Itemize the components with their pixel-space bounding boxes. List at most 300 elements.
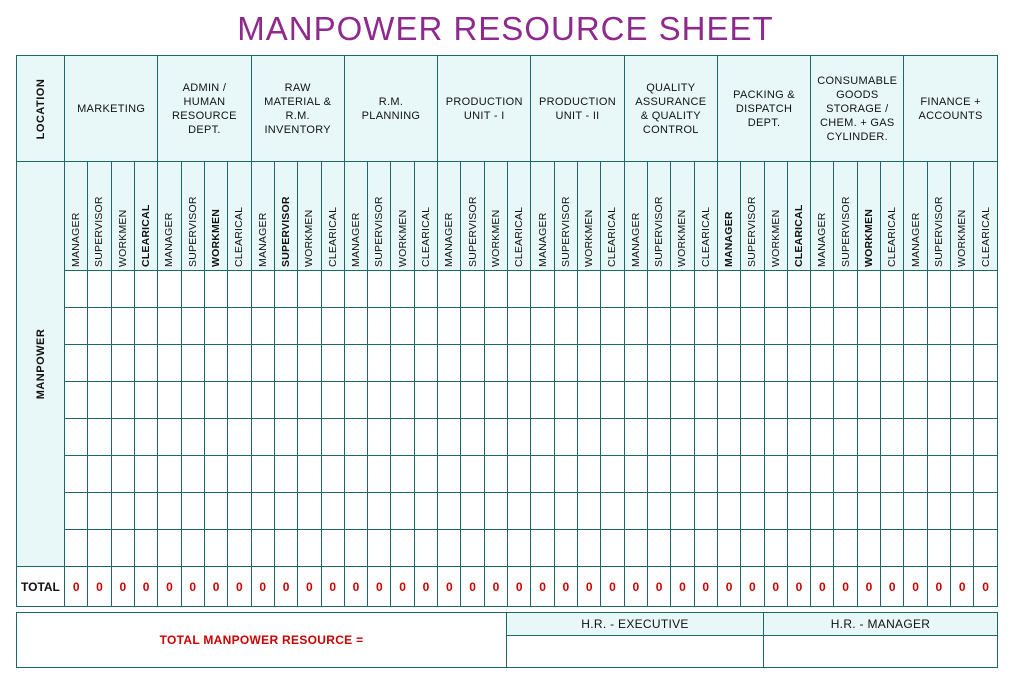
entry-cell[interactable] (787, 456, 810, 493)
entry-cell[interactable] (927, 419, 950, 456)
entry-cell[interactable] (65, 308, 88, 345)
entry-cell[interactable] (274, 419, 297, 456)
entry-cell[interactable] (717, 530, 740, 567)
entry-cell[interactable] (578, 493, 601, 530)
entry-cell[interactable] (158, 456, 181, 493)
entry-cell[interactable] (484, 345, 507, 382)
entry-cell[interactable] (438, 456, 461, 493)
entry-cell[interactable] (158, 308, 181, 345)
entry-cell[interactable] (508, 493, 531, 530)
entry-cell[interactable] (298, 419, 321, 456)
entry-cell[interactable] (927, 308, 950, 345)
entry-cell[interactable] (811, 456, 834, 493)
entry-cell[interactable] (391, 419, 414, 456)
entry-cell[interactable] (647, 419, 670, 456)
entry-cell[interactable] (671, 493, 694, 530)
entry-cell[interactable] (134, 530, 157, 567)
entry-cell[interactable] (624, 419, 647, 456)
entry-cell[interactable] (484, 308, 507, 345)
entry-cell[interactable] (111, 382, 134, 419)
entry-cell[interactable] (181, 530, 204, 567)
entry-cell[interactable] (741, 493, 764, 530)
entry-cell[interactable] (554, 419, 577, 456)
entry-cell[interactable] (531, 419, 554, 456)
entry-cell[interactable] (158, 419, 181, 456)
entry-cell[interactable] (181, 345, 204, 382)
entry-cell[interactable] (974, 456, 997, 493)
entry-cell[interactable] (181, 382, 204, 419)
entry-cell[interactable] (251, 456, 274, 493)
entry-cell[interactable] (204, 419, 227, 456)
entry-cell[interactable] (158, 271, 181, 308)
entry-cell[interactable] (181, 456, 204, 493)
entry-cell[interactable] (741, 530, 764, 567)
entry-cell[interactable] (787, 493, 810, 530)
entry-cell[interactable] (951, 419, 974, 456)
entry-cell[interactable] (624, 345, 647, 382)
entry-cell[interactable] (811, 271, 834, 308)
entry-cell[interactable] (578, 382, 601, 419)
entry-cell[interactable] (554, 271, 577, 308)
entry-cell[interactable] (717, 382, 740, 419)
entry-cell[interactable] (344, 456, 367, 493)
entry-cell[interactable] (601, 382, 624, 419)
entry-cell[interactable] (811, 419, 834, 456)
entry-cell[interactable] (204, 345, 227, 382)
entry-cell[interactable] (927, 530, 950, 567)
entry-cell[interactable] (65, 419, 88, 456)
entry-cell[interactable] (531, 382, 554, 419)
entry-cell[interactable] (484, 419, 507, 456)
entry-cell[interactable] (181, 419, 204, 456)
entry-cell[interactable] (881, 530, 904, 567)
entry-cell[interactable] (438, 271, 461, 308)
entry-cell[interactable] (671, 382, 694, 419)
entry-cell[interactable] (811, 382, 834, 419)
entry-cell[interactable] (158, 530, 181, 567)
entry-cell[interactable] (904, 271, 927, 308)
entry-cell[interactable] (647, 456, 670, 493)
entry-cell[interactable] (321, 493, 344, 530)
entry-cell[interactable] (671, 308, 694, 345)
entry-cell[interactable] (438, 530, 461, 567)
entry-cell[interactable] (88, 419, 111, 456)
entry-cell[interactable] (881, 382, 904, 419)
entry-cell[interactable] (251, 308, 274, 345)
entry-cell[interactable] (951, 345, 974, 382)
entry-cell[interactable] (904, 419, 927, 456)
entry-cell[interactable] (671, 419, 694, 456)
entry-cell[interactable] (927, 493, 950, 530)
entry-cell[interactable] (671, 345, 694, 382)
entry-cell[interactable] (787, 419, 810, 456)
entry-cell[interactable] (461, 493, 484, 530)
entry-cell[interactable] (811, 345, 834, 382)
entry-cell[interactable] (531, 456, 554, 493)
entry-cell[interactable] (65, 345, 88, 382)
entry-cell[interactable] (344, 345, 367, 382)
entry-cell[interactable] (134, 456, 157, 493)
entry-cell[interactable] (391, 271, 414, 308)
entry-cell[interactable] (438, 419, 461, 456)
entry-cell[interactable] (764, 382, 787, 419)
entry-cell[interactable] (881, 271, 904, 308)
entry-cell[interactable] (228, 382, 251, 419)
entry-cell[interactable] (531, 271, 554, 308)
entry-cell[interactable] (228, 456, 251, 493)
entry-cell[interactable] (111, 345, 134, 382)
entry-cell[interactable] (717, 419, 740, 456)
entry-cell[interactable] (111, 271, 134, 308)
entry-cell[interactable] (65, 493, 88, 530)
entry-cell[interactable] (298, 493, 321, 530)
entry-cell[interactable] (857, 345, 880, 382)
entry-cell[interactable] (881, 493, 904, 530)
entry-cell[interactable] (764, 419, 787, 456)
entry-cell[interactable] (88, 493, 111, 530)
entry-cell[interactable] (251, 382, 274, 419)
entry-cell[interactable] (624, 271, 647, 308)
entry-cell[interactable] (531, 493, 554, 530)
entry-cell[interactable] (204, 308, 227, 345)
entry-cell[interactable] (717, 345, 740, 382)
entry-cell[interactable] (647, 345, 670, 382)
entry-cell[interactable] (88, 530, 111, 567)
entry-cell[interactable] (578, 308, 601, 345)
entry-cell[interactable] (834, 271, 857, 308)
entry-cell[interactable] (647, 308, 670, 345)
entry-cell[interactable] (321, 456, 344, 493)
entry-cell[interactable] (624, 530, 647, 567)
entry-cell[interactable] (857, 382, 880, 419)
entry-cell[interactable] (461, 530, 484, 567)
entry-cell[interactable] (344, 530, 367, 567)
entry-cell[interactable] (181, 493, 204, 530)
entry-cell[interactable] (717, 308, 740, 345)
entry-cell[interactable] (88, 271, 111, 308)
entry-cell[interactable] (787, 308, 810, 345)
entry-cell[interactable] (391, 493, 414, 530)
entry-cell[interactable] (274, 382, 297, 419)
entry-cell[interactable] (65, 271, 88, 308)
entry-cell[interactable] (531, 308, 554, 345)
entry-cell[interactable] (368, 308, 391, 345)
entry-cell[interactable] (461, 419, 484, 456)
entry-cell[interactable] (391, 530, 414, 567)
entry-cell[interactable] (647, 271, 670, 308)
entry-cell[interactable] (204, 271, 227, 308)
entry-cell[interactable] (368, 493, 391, 530)
entry-cell[interactable] (228, 308, 251, 345)
entry-cell[interactable] (508, 308, 531, 345)
entry-cell[interactable] (251, 493, 274, 530)
entry-cell[interactable] (694, 493, 717, 530)
entry-cell[interactable] (508, 345, 531, 382)
entry-cell[interactable] (321, 419, 344, 456)
entry-cell[interactable] (834, 530, 857, 567)
entry-cell[interactable] (601, 308, 624, 345)
entry-cell[interactable] (298, 345, 321, 382)
entry-cell[interactable] (554, 493, 577, 530)
entry-cell[interactable] (647, 530, 670, 567)
entry-cell[interactable] (484, 382, 507, 419)
entry-cell[interactable] (321, 382, 344, 419)
entry-cell[interactable] (65, 382, 88, 419)
entry-cell[interactable] (414, 456, 437, 493)
entry-cell[interactable] (717, 271, 740, 308)
entry-cell[interactable] (741, 345, 764, 382)
entry-cell[interactable] (88, 308, 111, 345)
entry-cell[interactable] (321, 308, 344, 345)
entry-cell[interactable] (414, 530, 437, 567)
entry-cell[interactable] (694, 271, 717, 308)
entry-cell[interactable] (228, 530, 251, 567)
entry-cell[interactable] (414, 382, 437, 419)
entry-cell[interactable] (298, 456, 321, 493)
entry-cell[interactable] (951, 271, 974, 308)
entry-cell[interactable] (811, 308, 834, 345)
entry-cell[interactable] (368, 530, 391, 567)
entry-cell[interactable] (508, 271, 531, 308)
entry-cell[interactable] (764, 456, 787, 493)
entry-cell[interactable] (974, 493, 997, 530)
entry-cell[interactable] (671, 530, 694, 567)
entry-cell[interactable] (274, 530, 297, 567)
entry-cell[interactable] (787, 271, 810, 308)
entry-cell[interactable] (764, 530, 787, 567)
entry-cell[interactable] (624, 382, 647, 419)
entry-cell[interactable] (671, 456, 694, 493)
entry-cell[interactable] (694, 345, 717, 382)
entry-cell[interactable] (951, 382, 974, 419)
entry-cell[interactable] (298, 271, 321, 308)
entry-cell[interactable] (554, 308, 577, 345)
entry-cell[interactable] (111, 493, 134, 530)
entry-cell[interactable] (578, 456, 601, 493)
entry-cell[interactable] (834, 308, 857, 345)
entry-cell[interactable] (624, 308, 647, 345)
entry-cell[interactable] (134, 382, 157, 419)
entry-cell[interactable] (927, 345, 950, 382)
entry-cell[interactable] (904, 530, 927, 567)
entry-cell[interactable] (414, 493, 437, 530)
entry-cell[interactable] (414, 271, 437, 308)
entry-cell[interactable] (881, 419, 904, 456)
entry-cell[interactable] (181, 308, 204, 345)
entry-cell[interactable] (251, 345, 274, 382)
entry-cell[interactable] (578, 271, 601, 308)
entry-cell[interactable] (601, 456, 624, 493)
entry-cell[interactable] (904, 308, 927, 345)
entry-cell[interactable] (414, 308, 437, 345)
entry-cell[interactable] (857, 271, 880, 308)
entry-cell[interactable] (741, 456, 764, 493)
entry-cell[interactable] (321, 271, 344, 308)
entry-cell[interactable] (368, 456, 391, 493)
entry-cell[interactable] (344, 271, 367, 308)
entry-cell[interactable] (531, 345, 554, 382)
entry-cell[interactable] (391, 345, 414, 382)
entry-cell[interactable] (228, 493, 251, 530)
entry-cell[interactable] (554, 345, 577, 382)
entry-cell[interactable] (927, 271, 950, 308)
entry-cell[interactable] (694, 419, 717, 456)
entry-cell[interactable] (251, 271, 274, 308)
entry-cell[interactable] (764, 493, 787, 530)
entry-cell[interactable] (321, 530, 344, 567)
entry-cell[interactable] (764, 308, 787, 345)
entry-cell[interactable] (181, 271, 204, 308)
entry-cell[interactable] (251, 530, 274, 567)
entry-cell[interactable] (65, 530, 88, 567)
entry-cell[interactable] (904, 382, 927, 419)
entry-cell[interactable] (251, 419, 274, 456)
entry-cell[interactable] (974, 530, 997, 567)
entry-cell[interactable] (134, 419, 157, 456)
entry-cell[interactable] (274, 271, 297, 308)
entry-cell[interactable] (857, 530, 880, 567)
entry-cell[interactable] (391, 456, 414, 493)
entry-cell[interactable] (601, 271, 624, 308)
entry-cell[interactable] (694, 308, 717, 345)
entry-cell[interactable] (344, 308, 367, 345)
entry-cell[interactable] (508, 530, 531, 567)
entry-cell[interactable] (484, 271, 507, 308)
entry-cell[interactable] (65, 456, 88, 493)
entry-cell[interactable] (717, 456, 740, 493)
hr-executive-signature-field[interactable] (507, 636, 764, 668)
entry-cell[interactable] (111, 456, 134, 493)
entry-cell[interactable] (857, 493, 880, 530)
entry-cell[interactable] (857, 419, 880, 456)
entry-cell[interactable] (344, 419, 367, 456)
entry-cell[interactable] (834, 345, 857, 382)
entry-cell[interactable] (578, 419, 601, 456)
entry-cell[interactable] (274, 345, 297, 382)
entry-cell[interactable] (694, 456, 717, 493)
entry-cell[interactable] (391, 308, 414, 345)
entry-cell[interactable] (904, 456, 927, 493)
entry-cell[interactable] (461, 308, 484, 345)
entry-cell[interactable] (601, 493, 624, 530)
entry-cell[interactable] (88, 382, 111, 419)
entry-cell[interactable] (974, 308, 997, 345)
entry-cell[interactable] (811, 493, 834, 530)
entry-cell[interactable] (484, 493, 507, 530)
entry-cell[interactable] (368, 271, 391, 308)
entry-cell[interactable] (647, 493, 670, 530)
entry-cell[interactable] (881, 456, 904, 493)
entry-cell[interactable] (228, 271, 251, 308)
entry-cell[interactable] (624, 493, 647, 530)
entry-cell[interactable] (881, 308, 904, 345)
entry-cell[interactable] (834, 382, 857, 419)
entry-cell[interactable] (834, 456, 857, 493)
entry-cell[interactable] (974, 382, 997, 419)
entry-cell[interactable] (764, 271, 787, 308)
entry-cell[interactable] (578, 530, 601, 567)
entry-cell[interactable] (811, 530, 834, 567)
entry-cell[interactable] (111, 530, 134, 567)
entry-cell[interactable] (461, 456, 484, 493)
entry-cell[interactable] (158, 345, 181, 382)
entry-cell[interactable] (671, 271, 694, 308)
entry-cell[interactable] (111, 308, 134, 345)
entry-cell[interactable] (228, 345, 251, 382)
entry-cell[interactable] (787, 345, 810, 382)
entry-cell[interactable] (787, 530, 810, 567)
entry-cell[interactable] (741, 308, 764, 345)
entry-cell[interactable] (298, 308, 321, 345)
entry-cell[interactable] (368, 382, 391, 419)
entry-cell[interactable] (787, 382, 810, 419)
entry-cell[interactable] (438, 382, 461, 419)
entry-cell[interactable] (508, 456, 531, 493)
entry-cell[interactable] (321, 345, 344, 382)
entry-cell[interactable] (927, 456, 950, 493)
entry-cell[interactable] (274, 456, 297, 493)
entry-cell[interactable] (298, 530, 321, 567)
entry-cell[interactable] (578, 345, 601, 382)
entry-cell[interactable] (647, 382, 670, 419)
entry-cell[interactable] (134, 493, 157, 530)
entry-cell[interactable] (461, 271, 484, 308)
entry-cell[interactable] (951, 530, 974, 567)
entry-cell[interactable] (204, 382, 227, 419)
entry-cell[interactable] (134, 345, 157, 382)
entry-cell[interactable] (344, 493, 367, 530)
hr-manager-signature-field[interactable] (764, 636, 998, 668)
entry-cell[interactable] (601, 530, 624, 567)
entry-cell[interactable] (601, 345, 624, 382)
entry-cell[interactable] (368, 419, 391, 456)
entry-cell[interactable] (158, 382, 181, 419)
entry-cell[interactable] (204, 493, 227, 530)
entry-cell[interactable] (624, 456, 647, 493)
entry-cell[interactable] (741, 419, 764, 456)
entry-cell[interactable] (344, 382, 367, 419)
entry-cell[interactable] (554, 530, 577, 567)
entry-cell[interactable] (904, 345, 927, 382)
entry-cell[interactable] (554, 456, 577, 493)
entry-cell[interactable] (508, 382, 531, 419)
entry-cell[interactable] (414, 419, 437, 456)
entry-cell[interactable] (88, 456, 111, 493)
entry-cell[interactable] (461, 382, 484, 419)
entry-cell[interactable] (764, 345, 787, 382)
entry-cell[interactable] (391, 382, 414, 419)
entry-cell[interactable] (368, 345, 391, 382)
entry-cell[interactable] (414, 345, 437, 382)
entry-cell[interactable] (857, 456, 880, 493)
entry-cell[interactable] (717, 493, 740, 530)
entry-cell[interactable] (484, 530, 507, 567)
entry-cell[interactable] (554, 382, 577, 419)
entry-cell[interactable] (531, 530, 554, 567)
entry-cell[interactable] (274, 308, 297, 345)
entry-cell[interactable] (438, 308, 461, 345)
entry-cell[interactable] (508, 419, 531, 456)
entry-cell[interactable] (204, 530, 227, 567)
entry-cell[interactable] (741, 271, 764, 308)
entry-cell[interactable] (204, 456, 227, 493)
entry-cell[interactable] (438, 493, 461, 530)
entry-cell[interactable] (834, 493, 857, 530)
entry-cell[interactable] (694, 382, 717, 419)
entry-cell[interactable] (951, 456, 974, 493)
entry-cell[interactable] (904, 493, 927, 530)
entry-cell[interactable] (974, 419, 997, 456)
